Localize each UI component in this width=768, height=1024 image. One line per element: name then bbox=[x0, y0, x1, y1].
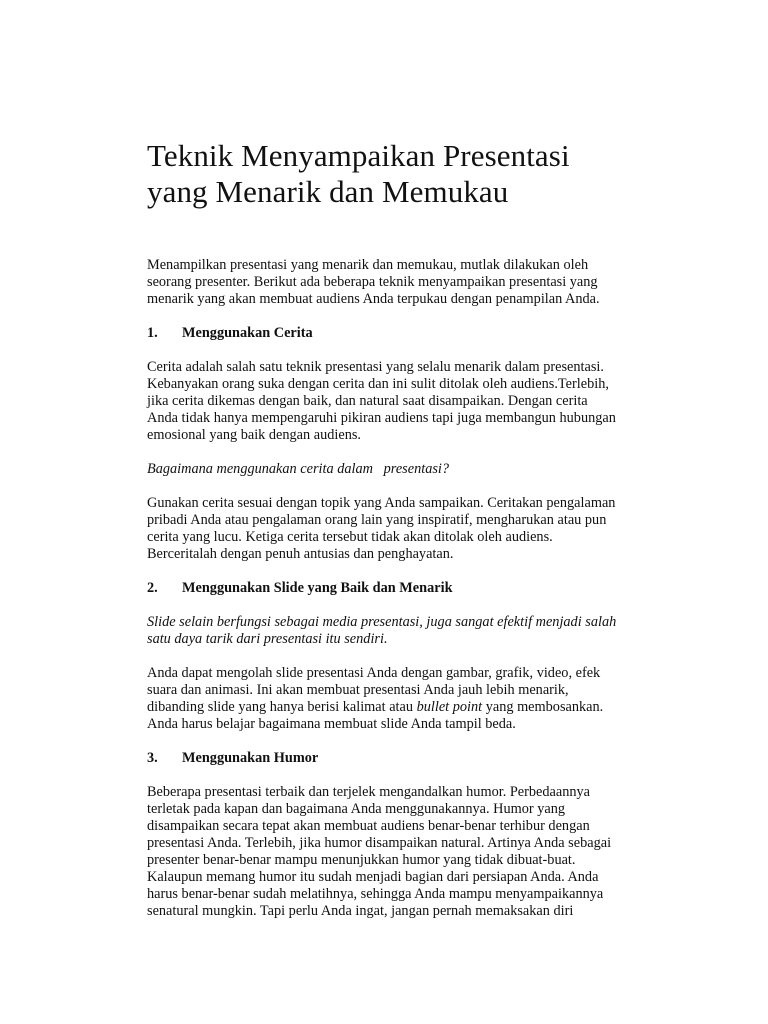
text-line bbox=[147, 699, 667, 716]
text-line: emosional yang baik dengan audiens. bbox=[147, 427, 361, 443]
intro-paragraph bbox=[147, 257, 667, 308]
title-line: yang Menarik dan Memukau bbox=[147, 174, 509, 209]
text-line: Slide selain berfungsi sebagai media presentasi, juga sangat efektif menjadi salah bbox=[147, 614, 617, 630]
section-title: Menggunakan Cerita bbox=[182, 325, 313, 341]
paragraph bbox=[147, 359, 667, 444]
paragraph bbox=[147, 665, 667, 733]
section-heading bbox=[147, 580, 667, 597]
section-heading bbox=[147, 325, 667, 342]
text-line: Anda dapat mengolah slide presentasi Anda dengan gambar, grafik, video, efek bbox=[147, 665, 601, 681]
text-line: senatural mungkin. Tapi perlu Anda ingat, jangan pernah memaksakan diri bbox=[147, 903, 574, 919]
section-number: 3. bbox=[147, 750, 158, 766]
text-line: Menampilkan presentasi yang menarik dan memukau, mutlak dilakukan oleh bbox=[147, 257, 589, 273]
text-line: Berceritalah dengan penuh antusias dan penghayatan. bbox=[147, 546, 454, 562]
text-segment: yang membosankan. bbox=[482, 699, 604, 715]
section-heading bbox=[147, 750, 667, 767]
paragraph bbox=[147, 784, 667, 920]
title-line: Teknik Menyampaikan Presentasi bbox=[147, 138, 570, 173]
section-number: 2. bbox=[147, 580, 158, 596]
document-title bbox=[147, 138, 667, 210]
text-line: presenter benar-benar mampu menunjukkan humor yang tidak dibuat-buat. bbox=[147, 852, 576, 868]
text-line: Bagaimana menggunakan cerita dalam presentasi? bbox=[147, 461, 450, 477]
text-line: cerita yang lucu. Ketiga cerita tersebut tidak akan ditolak oleh audiens. bbox=[147, 529, 553, 545]
text-line: jika cerita dikemas dengan baik, dan natural saat disampaikan. Dengan cerita bbox=[147, 393, 588, 409]
italic-question bbox=[147, 461, 667, 478]
italic-term: bullet point bbox=[416, 699, 483, 715]
text-line: terletak pada kapan dan bagaimana Anda menggunakannya. Humor yang bbox=[147, 801, 566, 817]
document-body bbox=[147, 257, 667, 937]
text-line: suara dan animasi. Ini akan membuat presentasi Anda jauh lebih menarik, bbox=[147, 682, 569, 698]
text-line: harus benar-benar sudah melatihnya, sehingga Anda mampu menyampaikannya bbox=[147, 886, 604, 902]
text-line: pribadi Anda atau pengalaman orang lain yang inspiratif, mengharukan atau pun bbox=[147, 512, 607, 528]
text-line: disampaikan secara tepat akan membuat audiens benar-benar terhibur dengan bbox=[147, 818, 590, 834]
text-line: Anda tidak hanya mempengaruhi pikiran audiens tapi juga membangun hubungan bbox=[147, 410, 616, 426]
text-line: Kebanyakan orang suka dengan cerita dan ini sulit ditolak oleh audiens.Terlebih, bbox=[147, 376, 609, 392]
text-line: satu daya tarik dari presentasi itu sendiri. bbox=[147, 631, 388, 647]
text-line: menarik yang akan membuat audiens Anda terpukau dengan penampilan Anda. bbox=[147, 291, 600, 307]
section-title: Menggunakan Humor bbox=[182, 750, 319, 766]
paragraph bbox=[147, 495, 667, 563]
text-line: Kalaupun memang humor itu sudah menjadi bagian dari persiapan Anda. Anda bbox=[147, 869, 599, 885]
text-line: presentasi Anda. Terlebih, jika humor disampaikan natural. Artinya Anda sebagai bbox=[147, 835, 612, 851]
italic-paragraph bbox=[147, 614, 667, 648]
text-line: Cerita adalah salah satu teknik presentasi yang selalu menarik dalam presentasi. bbox=[147, 359, 604, 375]
text-segment: dibanding slide yang hanya berisi kalimat atau bbox=[147, 699, 417, 715]
section-title: Menggunakan Slide yang Baik dan Menarik bbox=[182, 580, 453, 596]
text-line: Gunakan cerita sesuai dengan topik yang Anda sampaikan. Ceritakan pengalaman bbox=[147, 495, 616, 511]
text-line: seorang presenter. Berikut ada beberapa teknik menyampaikan presentasi yang bbox=[147, 274, 598, 290]
text-line: Anda harus belajar bagaimana membuat slide Anda tampil beda. bbox=[147, 716, 516, 732]
text-line: Beberapa presentasi terbaik dan terjelek mengandalkan humor. Perbedaannya bbox=[147, 784, 591, 800]
section-number: 1. bbox=[147, 325, 158, 341]
